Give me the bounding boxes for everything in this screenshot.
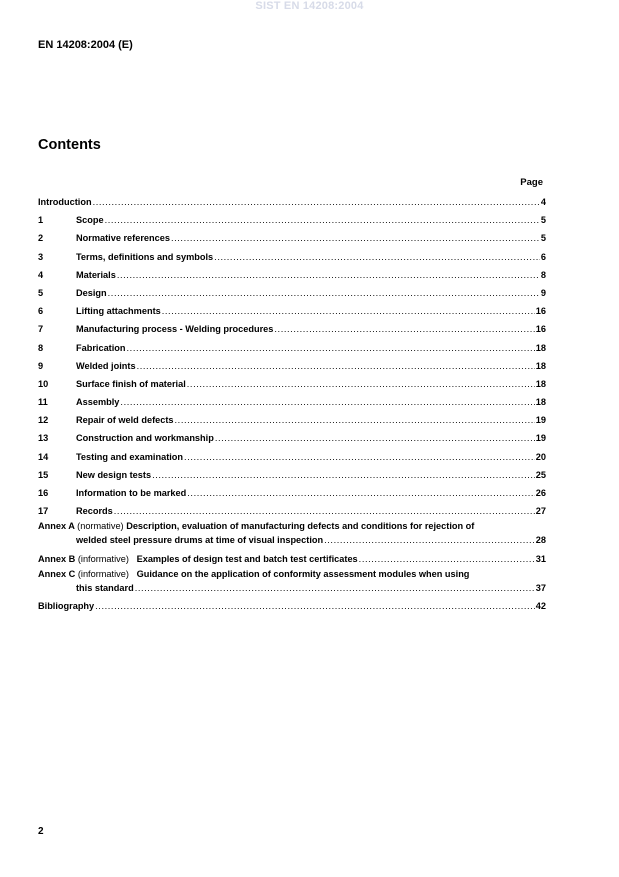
toc-annex-label: Annex A	[38, 521, 75, 532]
toc-annex-line2	[38, 534, 546, 545]
toc-entry-records[interactable]	[38, 503, 546, 516]
toc-entry-page: 19	[535, 433, 546, 444]
toc-annex-page: 37	[535, 582, 546, 593]
toc-leader	[108, 288, 540, 298]
toc-entry-number: 11	[38, 397, 48, 408]
toc-entry-page: 5	[540, 215, 546, 226]
toc-annex-title: Guidance on the application of conformity assessment modules when using	[136, 568, 470, 579]
toc-entry-page: 9	[540, 287, 546, 298]
toc-entry-title: Manufacturing process - Welding procedures	[76, 324, 274, 335]
toc-entry-number: 14	[38, 451, 49, 462]
toc-annex-line2	[38, 582, 546, 593]
toc-entry-page: 5	[540, 233, 546, 244]
toc-entry-welded-joints[interactable]	[38, 358, 546, 371]
toc-entry-page: 18	[535, 342, 546, 353]
toc-entry-number: 15	[38, 469, 49, 480]
page-column-label: Page	[520, 177, 543, 188]
toc-leader	[187, 379, 535, 389]
toc-annex-c[interactable]	[38, 569, 546, 593]
table-of-contents	[38, 194, 546, 616]
toc-leader	[127, 343, 535, 353]
toc-entry-title: Design	[76, 287, 107, 298]
toc-entry-number: 1	[38, 215, 44, 226]
toc-annex-b[interactable]	[38, 551, 546, 564]
toc-entry-bibliography[interactable]	[38, 598, 546, 611]
toc-entry-fabrication[interactable]	[38, 340, 546, 353]
toc-leader	[184, 452, 535, 462]
toc-entry-number: 3	[38, 251, 44, 262]
toc-leader	[152, 470, 535, 480]
toc-entry-page: 26	[535, 488, 546, 498]
toc-leader	[324, 535, 535, 545]
toc-entry-manufacturing-process[interactable]	[38, 321, 546, 334]
toc-entry-new-design-tests[interactable]	[38, 467, 546, 480]
toc-leader	[359, 554, 535, 564]
toc-entry-title: Information to be marked	[76, 488, 187, 498]
toc-leader	[187, 488, 535, 498]
toc-entry-scope[interactable]	[38, 212, 546, 225]
toc-leader	[93, 197, 540, 207]
toc-entry-page: 8	[540, 269, 546, 280]
toc-entry-number: 10	[38, 378, 49, 389]
toc-entry-title: New design tests	[76, 469, 152, 480]
toc-entry-page: 27	[535, 506, 546, 517]
toc-entry-surface-finish[interactable]	[38, 376, 546, 389]
toc-leader	[215, 433, 535, 443]
toc-annex-a[interactable]	[38, 521, 546, 545]
toc-entry-page: 25	[535, 469, 546, 480]
toc-entry-page: 16	[535, 324, 546, 335]
toc-entry-design[interactable]	[38, 285, 546, 298]
toc-entry-page: 19	[535, 415, 546, 426]
toc-annex-type: (informative)	[77, 568, 129, 579]
toc-leader	[117, 270, 540, 280]
toc-entry-title: Records	[76, 506, 113, 517]
toc-leader	[95, 601, 535, 611]
toc-entry-page: 6	[540, 251, 546, 262]
toc-entry-testing-examination[interactable]	[38, 449, 546, 462]
toc-entry-number: 17	[38, 506, 49, 517]
toc-entry-information-marked[interactable]	[38, 485, 546, 498]
toc-entry-page: 16	[535, 306, 546, 317]
toc-entry-page: 18	[535, 378, 546, 389]
toc-entry-introduction[interactable]	[38, 194, 546, 207]
toc-entry-page: 42	[535, 600, 546, 611]
toc-entry-title: Materials	[76, 269, 116, 280]
toc-entry-title: Repair of weld defects	[76, 415, 174, 426]
toc-entry-repair-weld-defects[interactable]	[38, 412, 546, 425]
toc-entry-title: Assembly	[76, 397, 120, 408]
toc-annex-type: (normative)	[77, 521, 124, 532]
toc-annex-title: Description, evaluation of manufacturing defects and conditions for rejection of	[126, 521, 475, 532]
toc-entry-title: Lifting attachments	[76, 306, 161, 317]
toc-entry-page: 18	[535, 397, 546, 408]
toc-leader	[175, 415, 535, 425]
toc-entry-construction-workmanship[interactable]	[38, 430, 546, 443]
toc-entry-page: 20	[535, 451, 546, 462]
toc-leader	[114, 506, 535, 516]
toc-entry-page: 4	[540, 197, 546, 207]
page-number: 2	[38, 826, 44, 837]
toc-leader	[137, 361, 535, 371]
toc-leader	[135, 583, 535, 593]
toc-entry-terms-definitions[interactable]	[38, 249, 546, 262]
toc-annex-page: 28	[535, 535, 546, 546]
contents-title: Contents	[38, 137, 101, 153]
toc-entry-title: Bibliography	[38, 600, 95, 611]
toc-entry-assembly[interactable]	[38, 394, 546, 407]
toc-entry-title: Welded joints	[76, 360, 136, 371]
toc-annex-page: 31	[535, 553, 546, 564]
toc-entry-title: Fabrication	[76, 342, 126, 353]
toc-entry-materials[interactable]	[38, 267, 546, 280]
toc-entry-number: 7	[38, 324, 44, 335]
toc-entry-title: Construction and workmanship	[76, 433, 214, 444]
toc-entry-normative-references[interactable]	[38, 230, 546, 243]
toc-entry-number: 9	[38, 360, 44, 371]
toc-entry-title: Surface finish of material	[76, 378, 186, 389]
toc-entry-number: 12	[38, 415, 49, 426]
toc-annex-title: Examples of design test and batch test certificates	[136, 553, 358, 564]
toc-entry-number: 4	[38, 269, 44, 280]
toc-annex-type: (informative)	[77, 553, 129, 564]
toc-entry-number: 2	[38, 233, 44, 244]
toc-leader	[214, 252, 540, 262]
toc-entry-title: Terms, definitions and symbols	[76, 251, 214, 262]
toc-entry-title: Scope	[76, 215, 104, 226]
toc-annex-title-continued: this standard	[76, 582, 134, 593]
toc-entry-title: Introduction	[38, 197, 92, 207]
toc-entry-number: 16	[38, 488, 49, 498]
toc-annex-label: Annex C	[38, 568, 76, 579]
toc-leader	[274, 324, 534, 334]
toc-annex-label: Annex B	[38, 553, 76, 564]
toc-annex-line1	[38, 569, 546, 582]
toc-entry-title: Normative references	[76, 233, 170, 244]
toc-entry-lifting-attachments[interactable]	[38, 303, 546, 316]
toc-entry-number: 6	[38, 306, 44, 317]
toc-annex-title-continued: welded steel pressure drums at time of visual inspection	[76, 535, 324, 546]
watermark: SIST EN 14208:2004	[255, 0, 364, 12]
document-header: EN 14208:2004 (E)	[38, 39, 133, 51]
toc-leader	[105, 215, 540, 225]
toc-leader	[171, 233, 540, 243]
toc-entry-number: 5	[38, 287, 44, 298]
toc-entry-number: 13	[38, 433, 49, 444]
toc-entry-page: 18	[535, 360, 546, 371]
toc-annex-line1	[38, 521, 546, 534]
toc-leader	[162, 306, 535, 316]
toc-entry-number: 8	[38, 342, 44, 353]
toc-entry-title: Testing and examination	[76, 451, 184, 462]
toc-leader	[120, 397, 534, 407]
